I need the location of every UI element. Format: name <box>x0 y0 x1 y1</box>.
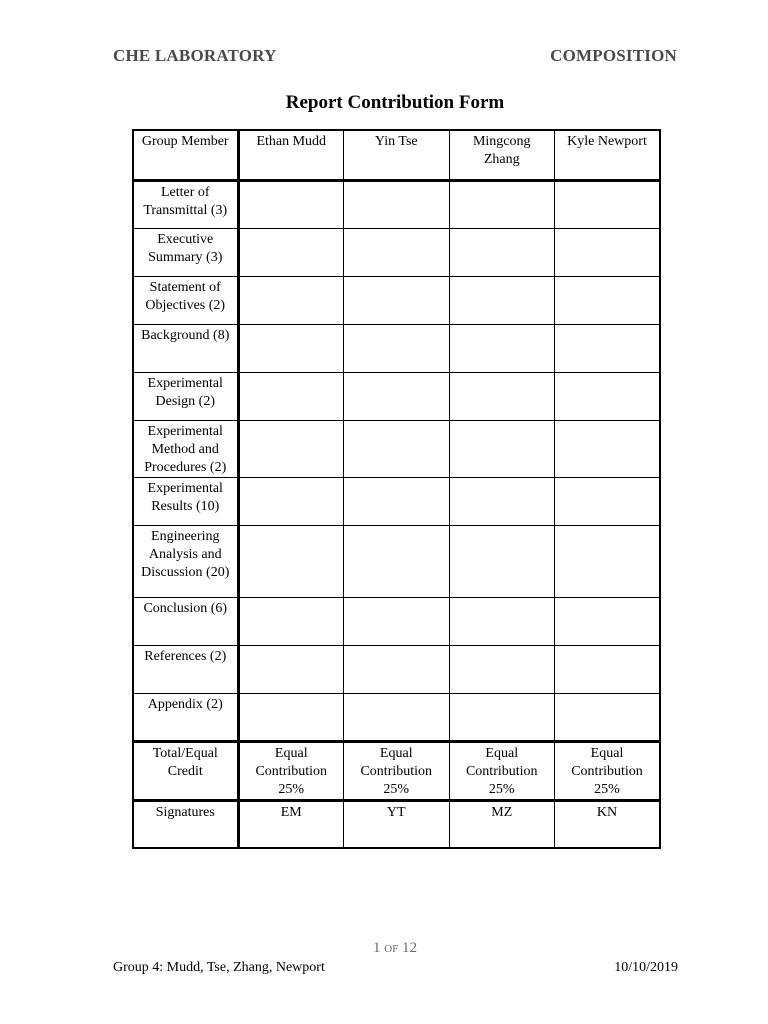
page-title: Report Contribution Form <box>285 92 505 113</box>
contribution-cell <box>555 645 661 693</box>
total-value: Equal Contribution 25% <box>555 741 661 800</box>
page-number <box>0 940 768 957</box>
section-row <box>133 477 660 525</box>
signature-initials: EM <box>238 800 344 848</box>
page-of: OF <box>384 943 399 955</box>
contribution-cell <box>555 597 661 645</box>
contribution-cell <box>238 645 344 693</box>
contribution-cell <box>449 420 555 477</box>
contribution-cell <box>238 324 344 372</box>
section-label: Executive Summary (3) <box>133 228 238 276</box>
signature-initials: YT <box>344 800 450 848</box>
contribution-cell <box>344 228 450 276</box>
contribution-cell <box>555 420 661 477</box>
contribution-cell <box>344 180 450 228</box>
header-section: COMPOSITION <box>550 46 677 65</box>
contribution-cell <box>238 525 344 597</box>
contribution-cell <box>238 420 344 477</box>
section-row <box>133 645 660 693</box>
contribution-cell <box>449 324 555 372</box>
section-label: Engineering Analysis and Discussion (20) <box>133 525 238 597</box>
total-label: Total/Equal Credit <box>133 741 238 800</box>
section-row <box>133 276 660 324</box>
contribution-cell <box>344 276 450 324</box>
contribution-cell <box>344 645 450 693</box>
contribution-cell <box>238 372 344 420</box>
contribution-cell <box>449 180 555 228</box>
contribution-cell <box>238 597 344 645</box>
footer-group: Group 4: Mudd, Tse, Zhang, Newport <box>113 960 325 975</box>
contribution-cell <box>555 324 661 372</box>
contribution-cell <box>238 477 344 525</box>
section-label: Letter of Transmittal (3) <box>133 180 238 228</box>
page-current: 1 <box>372 940 381 956</box>
contribution-cell <box>555 693 661 741</box>
contribution-cell <box>344 372 450 420</box>
signature-initials: MZ <box>449 800 555 848</box>
member-name: Kyle Newport <box>555 130 661 180</box>
contribution-cell <box>449 228 555 276</box>
contribution-cell <box>238 228 344 276</box>
section-label: Experimental Design (2) <box>133 372 238 420</box>
section-row <box>133 693 660 741</box>
signature-row <box>133 800 660 848</box>
contribution-cell <box>449 525 555 597</box>
section-row <box>133 324 660 372</box>
section-row <box>133 180 660 228</box>
section-label: Appendix (2) <box>133 693 238 741</box>
contribution-cell <box>238 693 344 741</box>
member-name: Yin Tse <box>344 130 450 180</box>
contribution-cell <box>449 276 555 324</box>
footer-date: 10/10/2019 <box>614 960 678 975</box>
total-value: Equal Contribution 25% <box>344 741 450 800</box>
page-total: 12 <box>402 940 418 956</box>
total-value: Equal Contribution 25% <box>449 741 555 800</box>
section-label: Statement of Objectives (2) <box>133 276 238 324</box>
contribution-cell <box>555 525 661 597</box>
member-name: Ethan Mudd <box>238 130 344 180</box>
contribution-cell <box>238 180 344 228</box>
table-header-row <box>133 130 660 180</box>
section-row <box>133 597 660 645</box>
section-row <box>133 420 660 477</box>
signatures-label: Signatures <box>133 800 238 848</box>
section-label: Experimental Results (10) <box>133 477 238 525</box>
contribution-cell <box>555 372 661 420</box>
contribution-cell <box>238 276 344 324</box>
contribution-cell <box>449 372 555 420</box>
section-label: References (2) <box>133 645 238 693</box>
contribution-cell <box>344 525 450 597</box>
contribution-cell <box>555 276 661 324</box>
total-value: Equal Contribution 25% <box>238 741 344 800</box>
contribution-cell <box>344 477 450 525</box>
header-course: CHE LABORATORY <box>113 46 277 65</box>
section-row <box>133 372 660 420</box>
total-row <box>133 741 660 800</box>
contribution-cell <box>449 597 555 645</box>
contribution-cell <box>344 324 450 372</box>
contribution-cell <box>344 693 450 741</box>
signature-initials: KN <box>555 800 661 848</box>
corner-label: Group Member <box>133 130 238 180</box>
section-label: Experimental Method and Procedures (2) <box>133 420 238 477</box>
contribution-table <box>132 129 661 849</box>
member-name: Mingcong Zhang <box>449 130 555 180</box>
contribution-cell <box>344 597 450 645</box>
section-row <box>133 228 660 276</box>
contribution-cell <box>555 228 661 276</box>
section-label: Conclusion (6) <box>133 597 238 645</box>
contribution-cell <box>449 693 555 741</box>
contribution-cell <box>449 477 555 525</box>
contribution-cell <box>344 420 450 477</box>
section-label: Background (8) <box>133 324 238 372</box>
contribution-cell <box>555 477 661 525</box>
contribution-cell <box>449 645 555 693</box>
contribution-cell <box>555 180 661 228</box>
section-row <box>133 525 660 597</box>
